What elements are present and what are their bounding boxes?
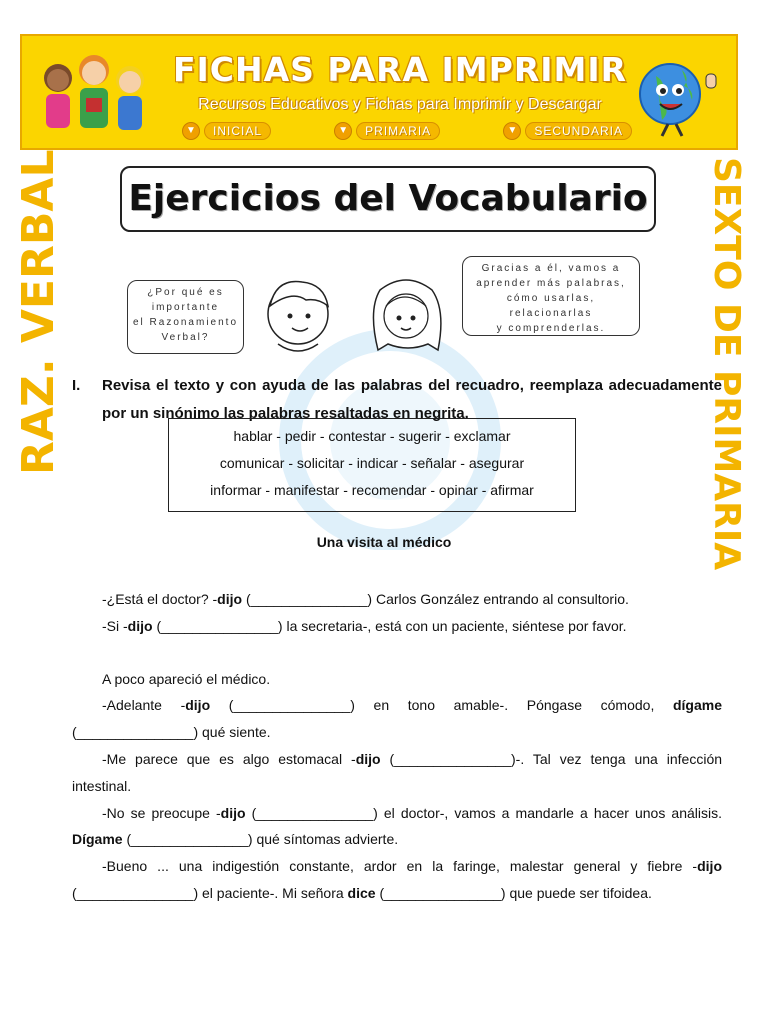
globe-mascot-icon (628, 54, 724, 140)
bubble-line: el Razonamiento (132, 317, 239, 328)
page-title: Ejercicios del Vocabulario (128, 178, 648, 219)
header-banner (20, 34, 738, 150)
answer-blank[interactable]: (_______________) (72, 724, 199, 741)
nav-label: PRIMARIA (356, 122, 440, 140)
story-text-run: -¿Está el doctor? - (102, 591, 218, 607)
bold-word: dijo (185, 697, 211, 714)
paragraph-gap (72, 640, 722, 666)
subject-label (8, 149, 68, 475)
nav-inicial[interactable] (182, 122, 271, 140)
story-text-run: qué siente. (198, 724, 271, 741)
nav-label: SECUNDARIA (525, 122, 632, 140)
speech-bubble-question (127, 280, 244, 354)
answer-blank[interactable]: (_______________) (379, 884, 506, 901)
story-text-run: el paciente-. Mi señora (198, 884, 348, 901)
story-text-run: -. Tal vez tenga una infección intestinal. (72, 750, 723, 794)
story-paragraph: A poco apareció el médico. (102, 670, 271, 687)
bubble-line: cómo usarlas, relacionarlas (506, 293, 596, 319)
bold-word: dijo (127, 617, 153, 634)
story-text-run: Carlos González entrando al consultorio. (372, 591, 629, 607)
nav-label: INICIAL (204, 122, 271, 140)
bubble-line: y comprenderlas. (496, 323, 606, 334)
children-illustration (34, 48, 158, 140)
story-text-run: la secretaria-, está con un paciente, siéntese por favor. (282, 617, 627, 634)
story-text-run: en tono amable-. Póngase cómodo, (354, 697, 673, 714)
brand-name[interactable]: FICHAS PARA IMPRIMIR (172, 50, 628, 89)
answer-blank[interactable]: (_______________) (72, 884, 199, 901)
story-text (72, 586, 722, 907)
word-bank (168, 418, 576, 512)
bubble-line: aprender más palabras, (476, 278, 626, 289)
bold-word: dígame (672, 697, 722, 714)
story-paragraph (72, 613, 722, 640)
level-nav (182, 122, 632, 140)
story-text-run: -Adelante - (102, 697, 186, 714)
page-title-box (120, 166, 656, 232)
story-paragraph (72, 800, 722, 854)
grade-text: SEXTO DE PRIMARIA (706, 157, 747, 571)
story-text-run: qué síntomas advierte. (252, 831, 399, 848)
children-faces-illustration (250, 270, 460, 360)
answer-blank[interactable]: (_______________) (156, 617, 283, 634)
word-bank-row: comunicar - solicitar - indicar - señalar - asegurar (219, 455, 525, 471)
arrow-down-icon: ▼ (182, 122, 200, 140)
bold-word: dijo (217, 591, 243, 607)
word-bank-row: hablar - pedir - contestar - sugerir - exclamar (233, 428, 511, 444)
bold-word: dijo (697, 858, 722, 875)
grade-label (698, 157, 750, 571)
story-paragraph (72, 853, 722, 907)
story-text-run: -No se preocupe - (102, 804, 221, 821)
answer-blank[interactable]: (_______________) (228, 697, 355, 714)
story-paragraph (72, 586, 722, 613)
bold-word: Dígame (72, 831, 123, 848)
story-text-run: -Bueno ... una indigestión constante, ardor en la faringe, malestar general y fiebre - (102, 858, 698, 875)
story-text-run: el doctor-, vamos a mandarle a hacer unos análisis. (377, 804, 722, 821)
bubble-line: importante (151, 302, 220, 313)
bubble-line: ¿Por qué es (147, 287, 224, 298)
instruction-number: I. (72, 377, 81, 394)
bold-word: dijo (220, 804, 246, 821)
bubble-line: Verbal? (161, 332, 210, 343)
arrow-down-icon: ▼ (503, 122, 521, 140)
story-title: Una visita al médico (316, 534, 452, 550)
story-text-run: -Si - (102, 617, 128, 634)
story-paragraph (72, 746, 722, 800)
subject-text: RAZ. VERBAL (13, 149, 64, 475)
instruction-text: Revisa el texto y con ayuda de las palabras del recuadro, reemplaza adecuadamente por un sinónimo las palabras resaltadas en negrita. (102, 377, 722, 422)
answer-blank[interactable]: (_______________) (389, 750, 516, 767)
story-text-run: -Me parece que es algo estomacal - (102, 750, 356, 767)
speech-bubble-answer (462, 256, 640, 336)
brand-tagline: Recursos Educativos y Fichas para Imprimir y Descargar (198, 96, 602, 113)
nav-secundaria[interactable] (503, 122, 632, 140)
answer-blank[interactable]: (_______________) (245, 591, 373, 607)
story-paragraph (72, 692, 722, 746)
story-text-run: que puede ser tifoidea. (505, 884, 652, 901)
nav-primaria[interactable] (334, 122, 440, 140)
arrow-down-icon: ▼ (334, 122, 352, 140)
bold-word: dijo (355, 750, 381, 767)
bold-word: dice (347, 884, 376, 901)
answer-blank[interactable]: (_______________) (251, 804, 378, 821)
word-bank-row: informar - manifestar - recomendar - opinar - afirmar (210, 482, 534, 498)
bubble-line: Gracias a él, vamos a (481, 263, 621, 274)
answer-blank[interactable]: (_______________) (126, 831, 253, 848)
